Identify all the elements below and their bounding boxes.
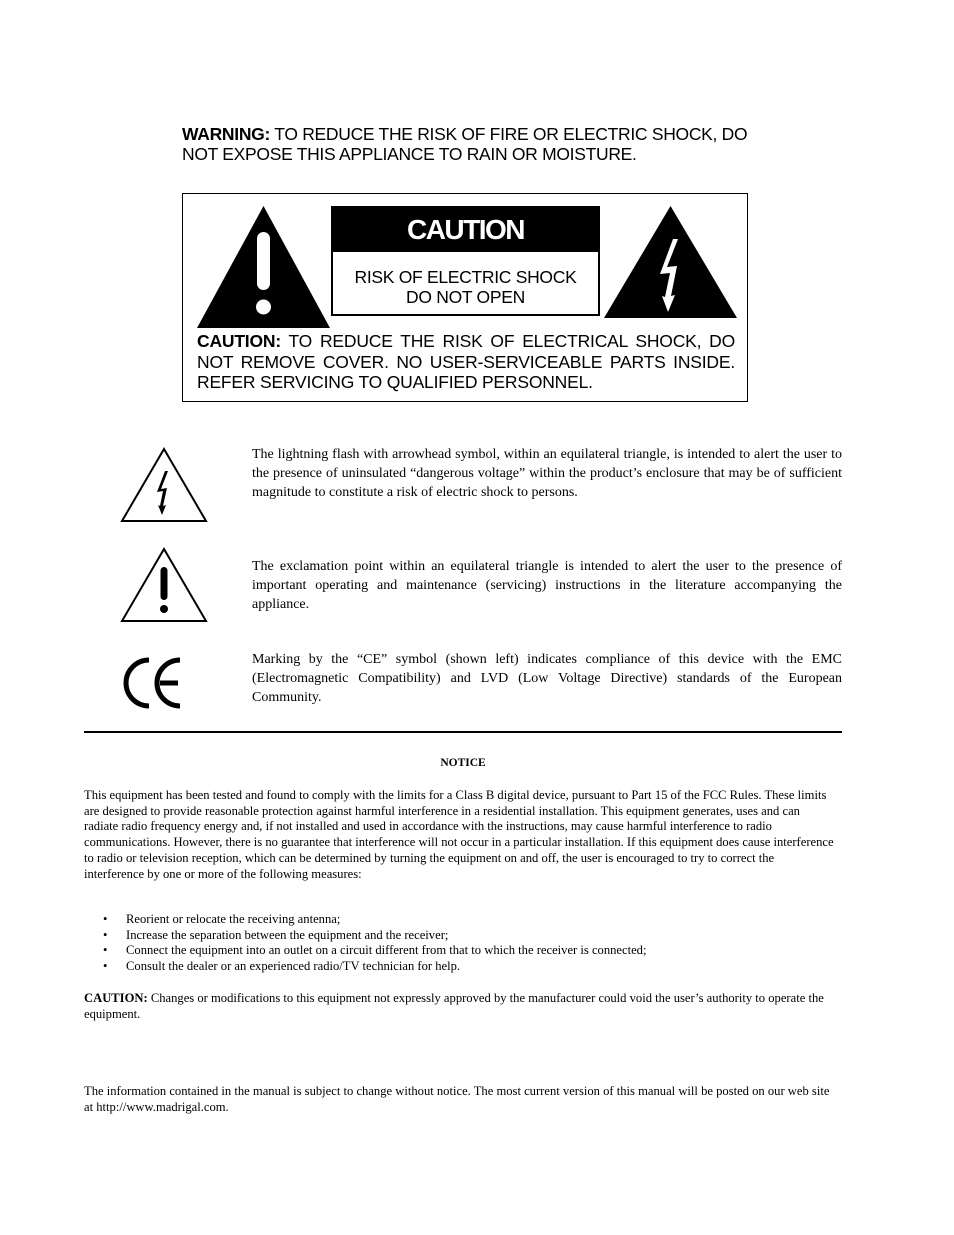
caution-label: CAUTION: [197,331,281,351]
caution-subtitle-line2: DO NOT OPEN [406,287,525,307]
measures-list [103,912,646,975]
warning-label: WARNING: [182,124,271,144]
caution-box [182,193,748,402]
ce-mark-icon [122,654,184,712]
warning-text: TO REDUCE THE RISK OF FIRE OR ELECTRIC SHOCK, DO NOT EXPOSE THIS APPLIANCE TO RAIN OR MOISTURE. [182,124,748,164]
symbol-description: Marking by the “CE” symbol (shown left) indicates compliance of this device with the EMC (Electromagnetic Compatibility) and LVD (Low Voltage Directive) standards of the European Community. [252,652,842,705]
list-item: • Reorient or relocate the receiving antenna; [103,912,646,928]
notice-body: This equipment has been tested and found to comply with the limits for a Class B digital device, pursuant to Part 15 of the FCC Rules. These limits are designed to provide reasonable protection against harmful interference in a residential installation. This equipment generates, uses and can radiate radio frequency energy and, if not installed and used in accordance with the instructions, may cause harmful interference to radio communications. However, there is no guarantee that interference will not occur in a particular installation. If this equipment does cause interference to radio or television reception, which can be determined by turning the equipment on and off, the user is encouraged to try to correct the interference by one or more of the following measures: [84,788,834,881]
list-item: • Connect the equipment into an outlet on a circuit different from that to which the receiver is connected; [103,943,646,959]
list-item: • Increase the separation between the equipment and the receiver; [103,928,646,944]
caution-statement [197,331,735,393]
caution-subtitle [333,267,598,307]
lightning-triangle-icon [120,447,208,523]
fcc-caution [84,991,836,1022]
caution-subtitle-line1: RISK OF ELECTRIC SHOCK [354,267,577,287]
list-item: • Consult the dealer or an experienced radio/TV technician for help. [103,959,646,975]
manual-info: The information contained in the manual is subject to change without notice. The most current version of this manual will be posted on our web site at http://www.madrigal.com. [84,1084,830,1114]
lightning-triangle-icon [604,206,737,319]
caution-title: CAUTION [333,208,598,252]
fcc-caution-label: CAUTION: [84,991,148,1005]
caution-label-panel [331,206,600,316]
exclamation-triangle-icon [120,547,208,623]
notice-title: NOTICE [440,757,486,769]
caution-text: TO REDUCE THE RISK OF ELECTRICAL SHOCK, DO NOT REMOVE COVER. NO USER-SERVICEABLE PARTS INSIDE. REFER SERVICING TO QUALIFIED PERSONNEL. [197,331,735,392]
symbol-description: The lightning flash with arrowhead symbol, within an equilateral triangle, is intended to alert the user to the presence of uninsulated “dangerous voltage” within the product’s enclosure that may be of sufficient magnitude to constitute a risk of electric shock to persons. [252,447,842,500]
symbol-description: The exclamation point within an equilateral triangle is intended to alert the user to the presence of important operating and maintenance (servicing) instructions in the literature accompanying the appliance. [252,559,842,612]
warning-statement [182,124,762,164]
exclamation-triangle-icon [197,206,330,329]
section-divider [84,731,842,733]
fcc-caution-text: Changes or modifications to this equipment not expressly approved by the manufacturer could void the user’s authority to operate the equipment. [84,991,824,1021]
